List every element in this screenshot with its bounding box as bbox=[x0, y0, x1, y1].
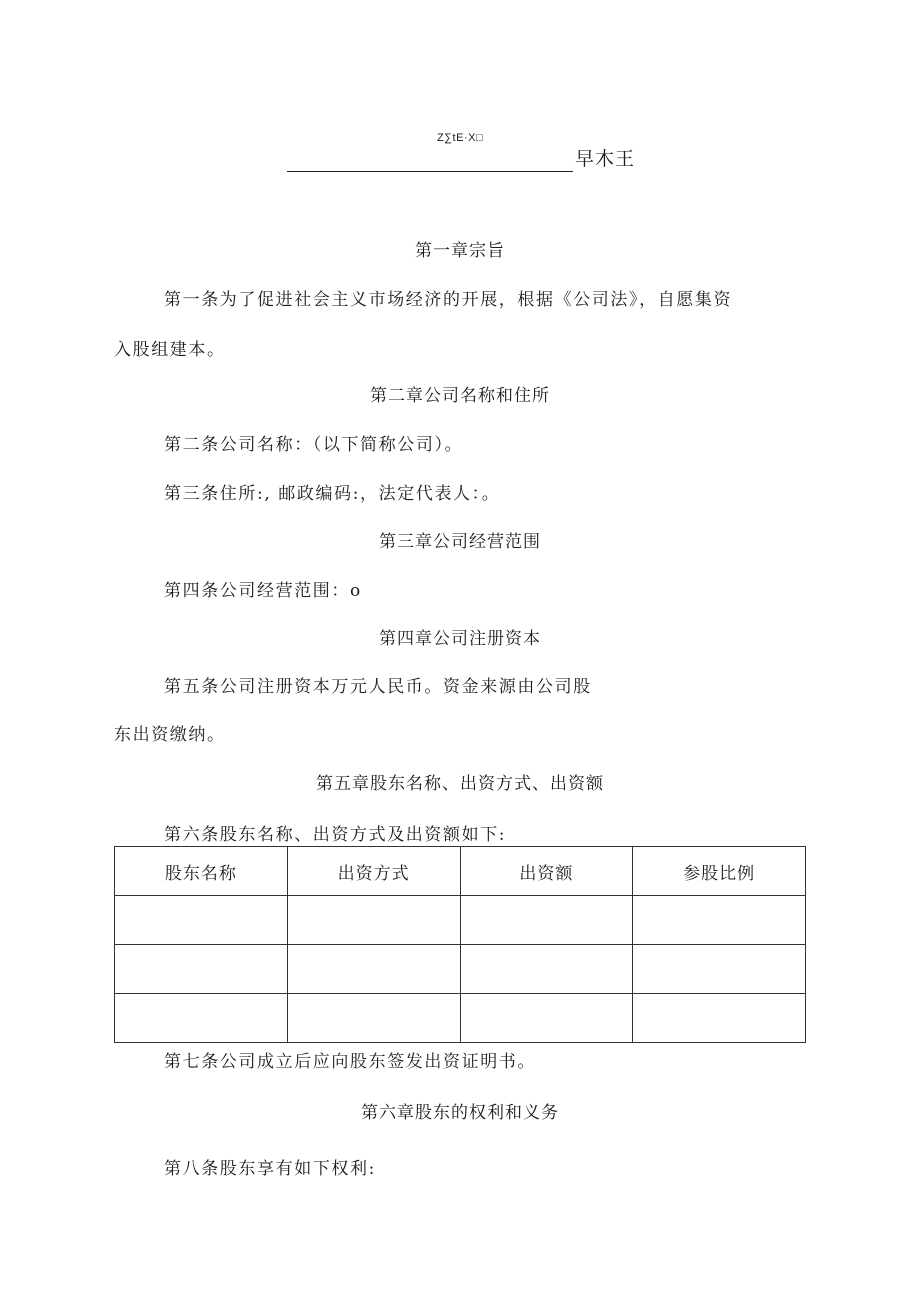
article-3: 第三条住所:, 邮政编码:，法定代表人：。 bbox=[164, 484, 501, 504]
article-5-line-2: 东出资缴纳。 bbox=[114, 725, 226, 745]
table-cell bbox=[115, 994, 288, 1043]
table-cell bbox=[460, 994, 633, 1043]
table-cell bbox=[115, 896, 288, 945]
article-2: 第二条公司名称：（以下简称公司）。 bbox=[164, 435, 464, 455]
chapter-3-heading: 第三章公司经营范围 bbox=[379, 532, 541, 552]
header-shareholder-name: 股东名称 bbox=[115, 847, 288, 896]
chapter-6-heading: 第六章股东的权利和义务 bbox=[361, 1103, 559, 1123]
table-header-row bbox=[115, 847, 806, 896]
table-cell bbox=[460, 896, 633, 945]
table-cell bbox=[287, 994, 460, 1043]
article-6: 第六条股东名称、出资方式及出资额如下: bbox=[164, 825, 507, 845]
article-1-line-1: 第一条为了促进社会主义市场经济的开展，根据《公司法》，自愿集资 bbox=[164, 290, 733, 310]
table-cell bbox=[287, 896, 460, 945]
table-cell bbox=[633, 945, 806, 994]
table-cell bbox=[287, 945, 460, 994]
header-share-ratio: 参股比例 bbox=[633, 847, 806, 896]
header-contribution-method: 出资方式 bbox=[287, 847, 460, 896]
chapter-4-heading: 第四章公司注册资本 bbox=[379, 629, 541, 649]
document-title-suffix: 早木王 bbox=[575, 148, 636, 170]
shareholder-table bbox=[114, 846, 806, 1043]
article-4: 第四条公司经营范围：o bbox=[164, 581, 362, 601]
article-5-line-1: 第五条公司注册资本万元人民币。资金来源由公司股 bbox=[164, 677, 592, 697]
table-cell bbox=[460, 945, 633, 994]
chapter-5-heading: 第五章股东名称、出资方式、出资额 bbox=[316, 774, 604, 794]
table-cell bbox=[633, 994, 806, 1043]
table-row bbox=[115, 945, 806, 994]
document-title-line bbox=[287, 146, 635, 172]
article-1-line-2: 入股组建本。 bbox=[114, 340, 226, 360]
title-blank-underline bbox=[287, 149, 573, 172]
table-row bbox=[115, 994, 806, 1043]
table-cell bbox=[115, 945, 288, 994]
chapter-1-heading: 第一章宗旨 bbox=[415, 241, 505, 261]
article-7: 第七条公司成立后应向股东签发出资证明书。 bbox=[164, 1052, 536, 1072]
header-garbled-text: Z∑tE·X□ bbox=[437, 132, 484, 144]
table-cell bbox=[633, 896, 806, 945]
table-row bbox=[115, 896, 806, 945]
chapter-2-heading: 第二章公司名称和住所 bbox=[370, 386, 550, 406]
article-8: 第八条股东享有如下权利: bbox=[164, 1159, 376, 1179]
header-contribution-amount: 出资额 bbox=[460, 847, 633, 896]
